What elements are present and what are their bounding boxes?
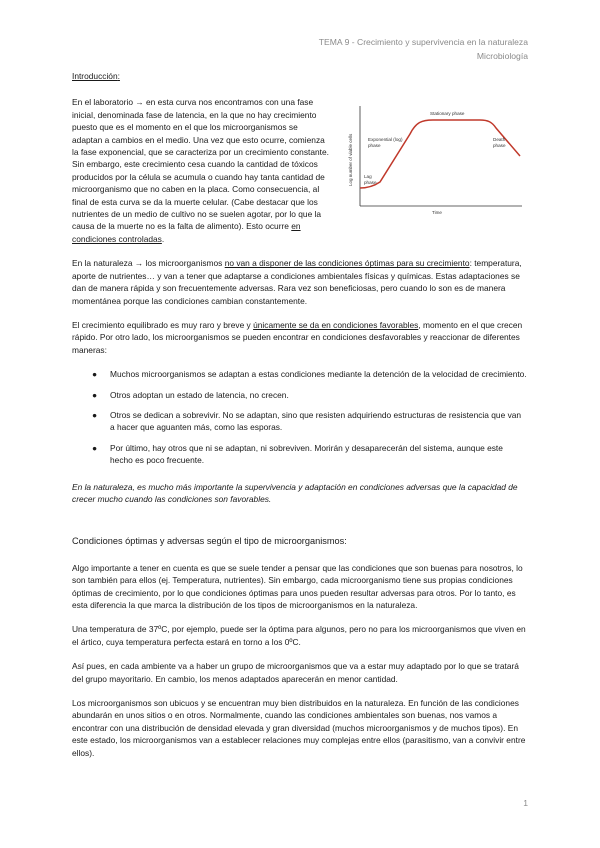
death-label-1: Death xyxy=(493,137,506,143)
intro-heading-text: Introducción xyxy=(72,71,118,81)
bullet-icon: ● xyxy=(92,442,98,453)
growth-curve-line xyxy=(360,120,520,188)
intro-block xyxy=(72,96,528,245)
intro-paragraph: En el laboratorio → en esta curva nos encontramos con una fase inicial, denominada fase de latencia, en la que no hay crecimiento puesto que es el momento en el que los microorganismos se adaptan a cambios en el medio. Una vez que esto ocurre, comienza la fase exponencial, que se caracteriza por un crecimiento constante. Sin embargo, este crecimiento cesa cuando la cantidad de tóxicos producidos por la célula se acumula o cuando hay tanta cantidad de microorganismo que no caben en la placa. Como consecuencia, al final de esta curva se da la muerte celular. (Cabe destacar que los nutrientes de un medio de cultivo no se suelen agotar, por lo que la causa de la muerte no es la falta de alimento). Esto ocurre en condiciones controladas. xyxy=(72,97,329,244)
section2-paragraph-2: Una temperatura de 37ºC, por ejemplo, puede ser la óptima para algunos, pero no para los microorganismos que viven en el ártico, cuya temperatura perfecta estará en torno a los 0ºC. xyxy=(72,624,526,647)
bullet-icon: ● xyxy=(92,389,98,400)
xlabel-text: Time xyxy=(432,210,442,216)
ylabel-text: Log number of viable cells xyxy=(348,134,353,187)
intro-heading xyxy=(72,70,528,82)
page-body xyxy=(72,70,528,771)
growth-curve-figure xyxy=(338,96,528,220)
stationary-label: Stationary phase xyxy=(430,111,465,117)
death-label-2: phase xyxy=(493,143,506,149)
section2-paragraph-3: Así pues, en cada ambiente va a haber un grupo de microorganismos que va a estar muy adaptado por lo que se tratará del grupo mayoritario. En cambio, los menos adaptados aparecerán en menor cantidad. xyxy=(72,661,519,684)
page-number: 1 xyxy=(523,798,528,808)
equilibrium-paragraph: El crecimiento equilibrado es muy raro y breve y únicamente se da en condiciones favorables, momento en el que crecen rápido. Por otro lado, los microorganismos se pueden encontrar en condiciones desfavorables y reaccionar de diferentes maneras: xyxy=(72,319,523,355)
list-item: ● Muchos microorganismos se adaptan a estas condiciones mediante la detención de la velocidad de crecimiento. xyxy=(92,369,527,380)
page-header xyxy=(319,35,528,63)
list-item: ● Por último, hay otros que ni se adaptan, ni sobreviven. Morirán y desaparecerán del sistema, aunque este hecho es poco frecuente. xyxy=(92,442,503,466)
lag-label-1: Lag xyxy=(364,174,372,180)
section2-paragraph-1: Algo importante a tener en cuenta es que se suele tender a pensar que las condiciones que son buenas para nosotros, lo son también para ellos (ej. Temperatura, nutrientes). Sin embargo, cada microorganismo tiene sus propias condiciones óptimas de crecimiento, por lo que condiciones óptimas para unos pueden resultar adversas para otros. Por lo tanto, es esta diferencia la que marca la distribución de los tipos de microorganismos en la naturaleza. xyxy=(72,562,523,610)
bullet-icon: ● xyxy=(92,369,98,380)
exponential-label-2: phase xyxy=(368,143,381,149)
list-item: ● Otros se dedican a sobrevivir. No se adaptan, sino que resisten adquiriendo estructuras de resistencia que van a hacer que aguanten más, como las esporas. xyxy=(92,409,522,433)
lag-label-2: phase xyxy=(364,180,377,186)
italic-note: En la naturaleza, es mucho más importante la supervivencia y adaptación en condiciones adversas que la capacidad de crecer mucho cuando las condiciones son favorables. xyxy=(72,481,518,504)
header-subject: Microbiología xyxy=(476,51,528,61)
header-title: TEMA 9 - Crecimiento y supervivencia en la naturaleza xyxy=(318,37,528,47)
section2-paragraph-4: Los microorganismos son ubicuos y se encuentran muy bien distribuidos en la naturaleza. En función de las condiciones abundarán en unos sitios o en otros. Normalmente, cuando las condiciones ambientales son buenas, nos vamos a encontrar con una distribución de densidad elevada y gran diversidad (muchos microorganismos y de muchos tipos). En este estado, los microorganismos van a establecer relaciones muy complejas entre ellos (parasitismo, van a convivir entre ellos). xyxy=(72,698,526,758)
list-item: ● Otros adoptan un estado de latencia, no crecen. xyxy=(92,389,289,400)
reaction-list xyxy=(72,368,528,466)
section2-heading: Condiciones óptimas y adversas según el tipo de microorganismos: xyxy=(72,536,347,547)
bullet-icon: ● xyxy=(92,409,98,420)
exponential-label-1: Exponential (log) xyxy=(368,137,403,143)
intro-heading-colon: : xyxy=(117,71,120,81)
nature-paragraph: En la naturaleza → los microorganismos no van a disponer de las condiciones óptimas para su crecimiento: temperatura, aporte de nutrientes… y van a tener que adaptarse a condiciones ambientales físicas y químicas. Estas adaptaciones se dan de manera rápida y son frecuentemente adversas. Rara vez son beneficiosas, pero cuando lo son es de manera momentánea porque las condiciones cambian constantemente. xyxy=(72,258,522,306)
